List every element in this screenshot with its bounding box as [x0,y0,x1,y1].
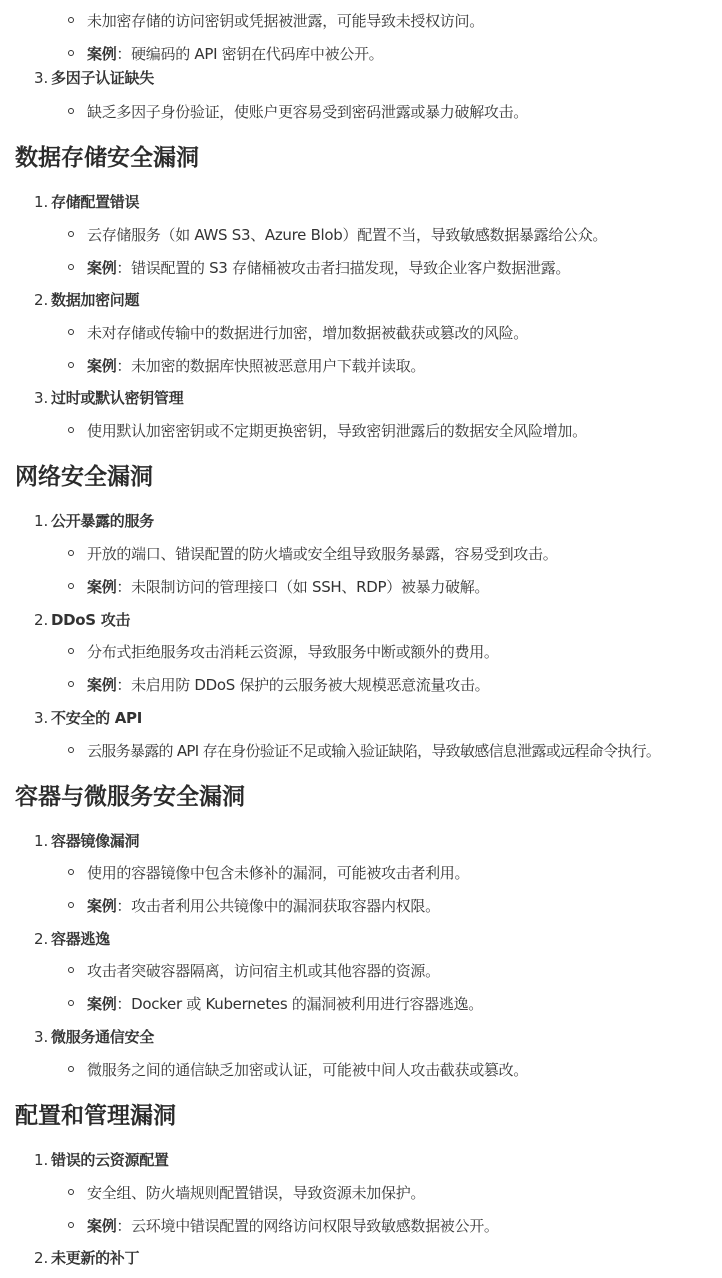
circle-bullet-icon [68,550,74,556]
case-label: 案例 [87,1217,117,1235]
item-title: 容器逃逸 [51,930,110,948]
circle-bullet-icon [68,17,74,23]
case-text: ：未限制访问的管理接口（如 SSH、RDP）被暴力破解。 [116,578,490,596]
item-title: 公开暴露的服务 [51,512,154,530]
case-text: ：错误配置的 S3 存储桶被攻击者扫描发现，导致企业客户数据泄露。 [116,259,571,277]
bullet-text: 开放的端口、错误配置的防火墙或安全组导致服务暴露，容易受到攻击。 [87,545,558,563]
item-number: 2. [34,930,49,948]
item-number: 1. [34,1151,49,1169]
bullet-text [87,994,483,1014]
circle-bullet-icon [68,681,74,687]
section-heading: 容器与微服务安全漏洞 [15,784,245,810]
case-text: ：未加密的数据库快照被恶意用户下载并读取。 [116,357,426,375]
bullet-text [87,258,570,278]
item-number: 2. [34,291,49,309]
circle-bullet-icon [68,264,74,270]
item-title: 未更新的补丁 [51,1249,140,1267]
bullet-text: 未加密存储的访问密钥或凭据被泄露，可能导致未授权访问。 [87,12,484,30]
bullet-text: 攻击者突破容器隔离，访问宿主机或其他容器的资源。 [87,962,440,980]
circle-bullet-icon [68,583,74,589]
circle-bullet-icon [68,902,74,908]
bullet-text [87,896,440,916]
bullet-text: 未对存储或传输中的数据进行加密，增加数据被截获或篡改的风险。 [87,324,529,342]
item-title: 过时或默认密钥管理 [51,389,184,407]
item-title: 多因子认证缺失 [51,69,154,87]
circle-bullet-icon [68,231,74,237]
case-label: 案例 [87,897,117,915]
item-number: 3. [34,1028,49,1046]
circle-bullet-icon [68,108,74,114]
bullet-text: 安全组、防火墙规则配置错误，导致资源未加保护。 [87,1184,426,1202]
case-text: ：攻击者利用公共镜像中的漏洞获取容器内权限。 [116,897,440,915]
bullet-text: 使用默认加密密钥或不定期更换密钥，导致密钥泄露后的数据安全风险增加。 [87,422,587,440]
circle-bullet-icon [68,362,74,368]
bullet-text: 云服务暴露的 API 存在身份验证不足或输入验证缺陷，导致敏感信息泄露或远程命令执行。 [87,742,661,760]
circle-bullet-icon [68,427,74,433]
circle-bullet-icon [68,1189,74,1195]
bullet-text [87,44,383,64]
circle-bullet-icon [68,1066,74,1072]
case-label: 案例 [87,357,117,375]
circle-bullet-icon [68,1222,74,1228]
item-number: 1. [34,193,49,211]
item-title: 数据加密问题 [51,291,140,309]
bullet-text: 分布式拒绝服务攻击消耗云资源，导致服务中断或额外的费用。 [87,643,499,661]
circle-bullet-icon [68,747,74,753]
bullet-text: 使用的容器镜像中包含未修补的漏洞，可能被攻击者利用。 [87,864,470,882]
item-number: 1. [34,512,49,530]
case-text: ：硬编码的 API 密钥在代码库中被公开。 [116,45,384,63]
section-heading: 网络安全漏洞 [15,464,153,490]
item-number: 2. [34,1249,49,1267]
case-text: ：云环境中错误配置的网络访问权限导致敏感数据被公开。 [116,1217,499,1235]
bullet-text [87,1216,499,1236]
item-number: 3. [34,69,49,87]
item-title: 容器镜像漏洞 [51,832,140,850]
circle-bullet-icon [68,648,74,654]
item-title: 不安全的 API [51,709,143,727]
case-text: ：Docker 或 Kubernetes 的漏洞被利用进行容器逃逸。 [116,995,483,1013]
bullet-text: 微服务之间的通信缺乏加密或认证，可能被中间人攻击截获或篡改。 [87,1061,529,1079]
case-label: 案例 [87,45,117,63]
circle-bullet-icon [68,329,74,335]
bullet-text: 缺乏多因子身份验证，使账户更容易受到密码泄露或暴力破解攻击。 [87,103,529,121]
section-heading: 数据存储安全漏洞 [15,145,199,171]
item-title: 错误的云资源配置 [51,1151,169,1169]
item-title: 微服务通信安全 [51,1028,154,1046]
item-number: 3. [34,709,49,727]
section-heading: 配置和管理漏洞 [15,1103,176,1129]
circle-bullet-icon [68,1000,74,1006]
case-text: ：未启用防 DDoS 保护的云服务被大规模恶意流量攻击。 [116,676,490,694]
item-number: 2. [34,611,49,629]
item-number: 1. [34,832,49,850]
case-label: 案例 [87,578,117,596]
item-number: 3. [34,389,49,407]
case-label: 案例 [87,676,117,694]
item-title: 存储配置错误 [51,193,140,211]
item-title: DDoS 攻击 [51,611,131,629]
circle-bullet-icon [68,967,74,973]
bullet-text [87,675,489,695]
circle-bullet-icon [68,869,74,875]
bullet-text [87,356,425,376]
bullet-text [87,577,489,597]
circle-bullet-icon [68,50,74,56]
bullet-text: 云存储服务（如 AWS S3、Azure Blob）配置不当，导致敏感数据暴露给公众。 [87,226,608,244]
case-label: 案例 [87,259,117,277]
case-label: 案例 [87,995,117,1013]
